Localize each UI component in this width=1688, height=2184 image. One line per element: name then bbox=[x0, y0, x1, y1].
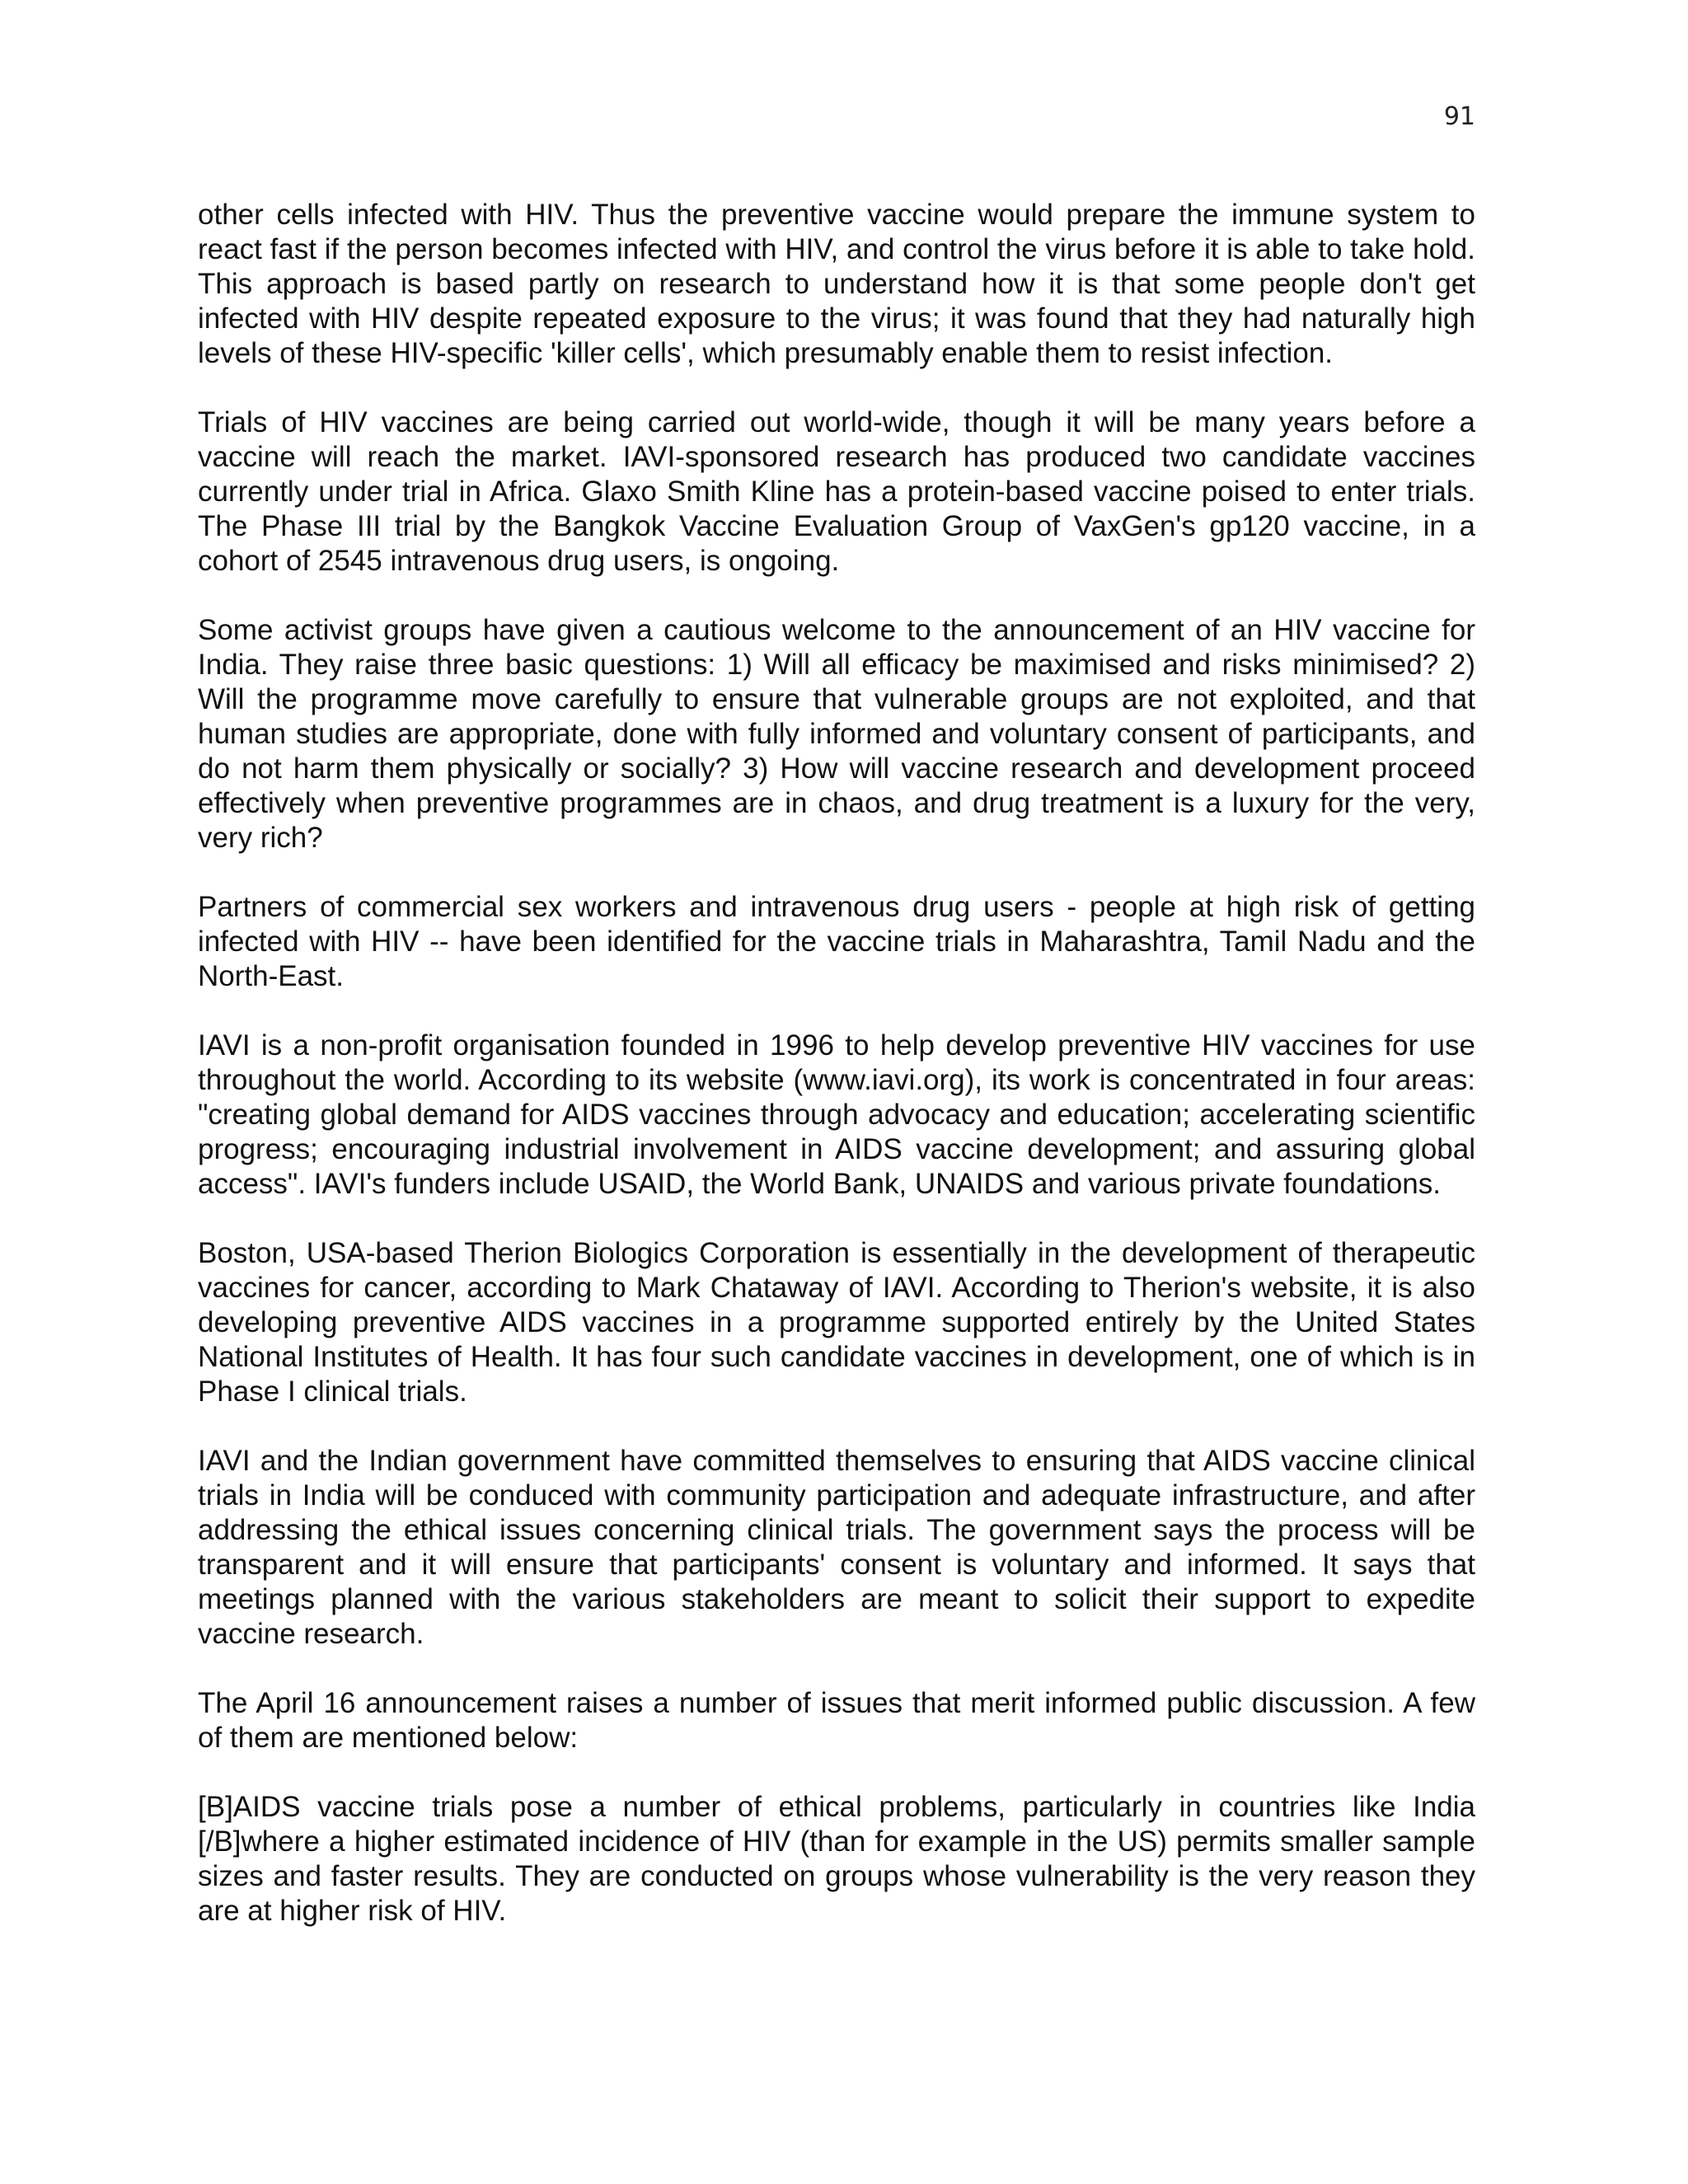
paragraph-6: Boston, USA-based Therion Biologics Corporation is essentially in the development of therapeutic vaccines for cancer, according to Mark Chataway of IAVI. According to Therion's website, it is also developing preventive AIDS vaccines in a programme supported entirely by the United States National Institutes of Health. It has four such candidate vaccines in development, one of which is in Phase I clinical trials. bbox=[198, 1237, 1475, 1408]
document-body bbox=[198, 198, 1475, 1929]
paragraph-7: IAVI and the Indian government have committed themselves to ensuring that AIDS vaccine clinical trials in India will be conduced with community participation and adequate infrastructure, and after addressing the ethical issues concerning clinical trials. The government says the process will be transparent and it will ensure that participants' consent is voluntary and informed. It says that meetings planned with the various stakeholders are meant to solicit their support to expedite vaccine research. bbox=[198, 1445, 1475, 1650]
paragraph-8: The April 16 announcement raises a number of issues that merit informed public discussion. A few of them are mentioned below: bbox=[198, 1687, 1475, 1754]
paragraph-5: IAVI is a non-profit organisation founded in 1996 to help develop preventive HIV vaccines for use throughout the world. According to its website (www.iavi.org), its work is concentrated in four areas: "creating global demand for AIDS vaccines through advocacy and education; accelerating scientific progress; encouraging industrial involvement in AIDS vaccine development; and assuring global access". IAVI's funders include USAID, the World Bank, UNAIDS and various private foundations. bbox=[198, 1029, 1475, 1200]
paragraph-3: Some activist groups have given a cautious welcome to the announcement of an HIV vaccine for India. They raise three basic questions: 1) Will all efficacy be maximised and risks minimised? 2) Will the programme move carefully to ensure that vulnerable groups are not exploited, and that human studies are appropriate, done with fully informed and voluntary consent of participants, and do not harm them physically or socially? 3) How will vaccine research and development proceed effectively when preventive programmes are in chaos, and drug treatment is a luxury for the very, very rich? bbox=[198, 614, 1475, 854]
paragraph-4: Partners of commercial sex workers and intravenous drug users - people at high risk of getting infected with HIV -- have been identified for the vaccine trials in Maharashtra, Tamil Nadu and the North-East. bbox=[198, 891, 1475, 992]
paragraph-1: other cells infected with HIV. Thus the preventive vaccine would prepare the immune system to react fast if the person becomes infected with HIV, and control the virus before it is able to take hold. This approach is based partly on research to understand how it is that some people don't get infected with HIV despite repeated exposure to the virus; it was found that they had naturally high levels of these HIV-specific 'killer cells', which presumably enable them to resist infection. bbox=[198, 199, 1475, 369]
page-number: 91 bbox=[1443, 102, 1475, 131]
paragraph-2: Trials of HIV vaccines are being carried out world-wide, though it will be many years before a vaccine will reach the market. IAVI-sponsored research has produced two candidate vaccines currently under trial in Africa. Glaxo Smith Kline has a protein-based vaccine poised to enter trials. The Phase III trial by the Bangkok Vaccine Evaluation Group of VaxGen's gp120 vaccine, in a cohort of 2545 intravenous drug users, is ongoing. bbox=[198, 406, 1475, 577]
paragraph-9: [B]AIDS vaccine trials pose a number of ethical problems, particularly in countries like India [/B]where a higher estimated incidence of HIV (than for example in the US) permits smaller sample sizes and faster results. They are conducted on groups whose vulnerability is the very reason they are at higher risk of HIV. bbox=[198, 1791, 1475, 1927]
